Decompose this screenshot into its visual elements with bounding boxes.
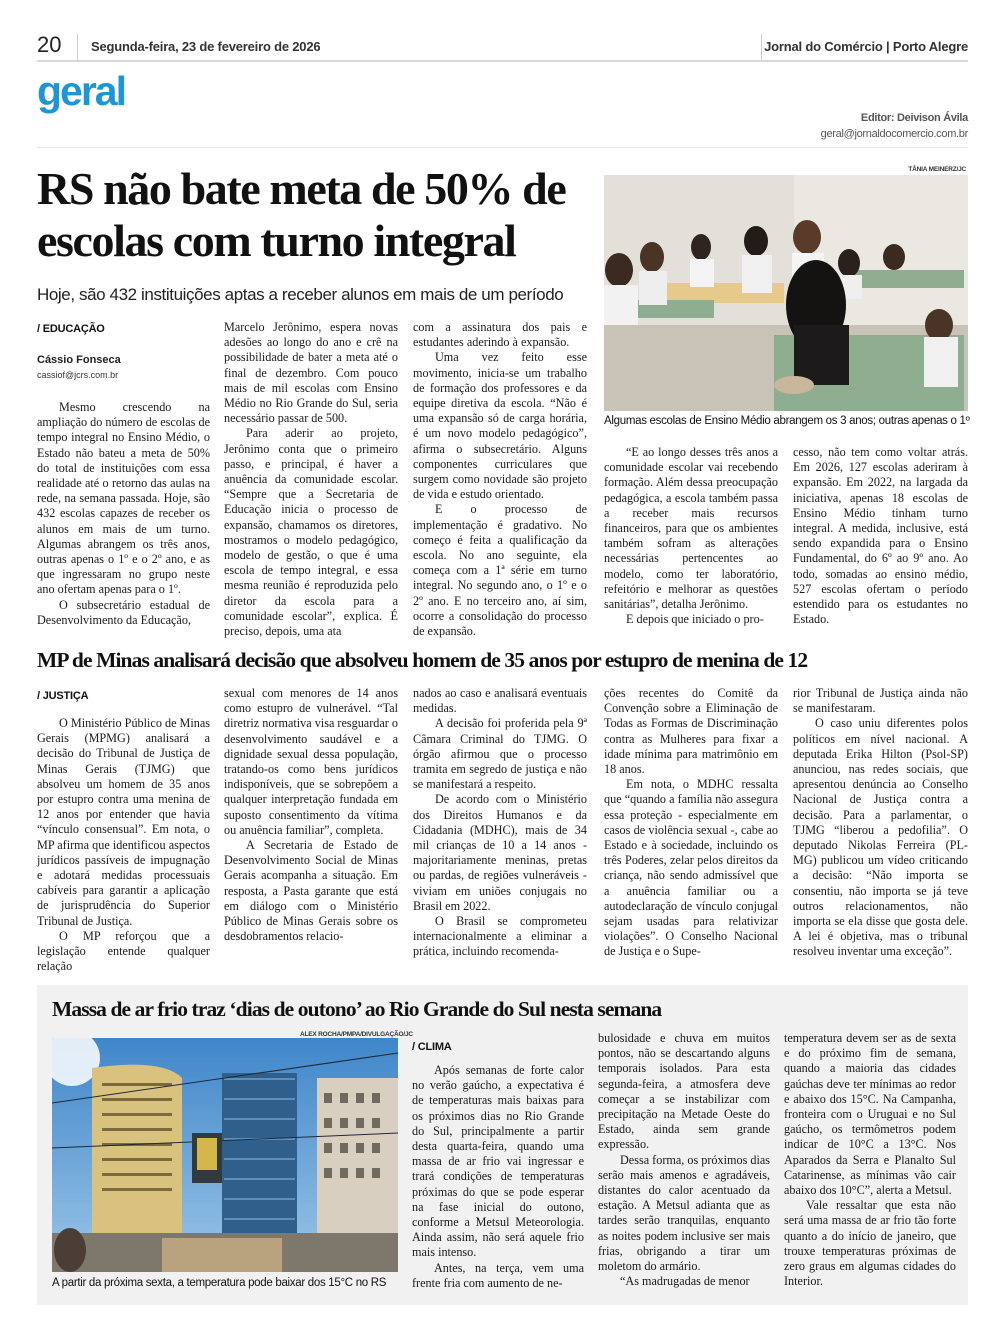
paragraph: Mesmo crescendo na ampliação do número de escolas de tempo integral no Ensino Médio, o Estado não bateu a meta de 50% do total de instituições com essa realidade até o retorno das aulas na rede, na semana passada. Hoje, são 432 escolas capazes de receber os alunos em mais de um turno. Algumas abrangem os três anos, outras apenas o 1º e o 2º ano, e as que ingressaram no grupo neste ano ofertam apenas para o 1º. [37, 400, 210, 597]
edition-date: Segunda-feira, 23 de fevereiro de 2026 [91, 39, 321, 54]
article-column [412, 1063, 584, 1291]
divider [761, 34, 762, 60]
article-column [604, 445, 778, 627]
page-number: 20 [37, 32, 62, 57]
paragraph: O caso uniu diferentes polos políticos em nível nacional. A deputada Erika Hilton (Psol-SP) anunciou, nas redes sociais, que apresentou denúncia ao Conselho Nacional de Justiça contra a decisão. Para a parlamentar, o TJMG “liberou a pedofilia”. O deputado Nikolas Ferreira (PL-MG) publicou um vídeo criticando a decisão: “Não importa se consentiu, não importa se já teve outros relacionamentos, não importa se ela disse que gosta dele. A lei é objetiva, mas o tribunal resolveu inventar uma exceção”. [793, 716, 968, 959]
paragraph: A decisão foi proferida pela 9ª Câmara Criminal do TJMG. O órgão afirmou que o processo tramita em segredo de justiça e não se manifestará a respeito. [413, 716, 587, 792]
article-headline: RS não bate meta de 50% de escolas com turno integral [37, 163, 566, 266]
article-column [37, 716, 210, 974]
article-column [784, 1031, 956, 1289]
article-column [793, 686, 968, 960]
paragraph: cesso, não tem como voltar atrás. Em 2026, 127 escolas aderiram à expansão. Em 2022, na largada da iniciativa, apenas 18 escolas de Ensino Médio tinham turno integral. A medida, inclusive, está sendo expandida para o Ensino Fundamental, do 6º ao 9º ano. Ao todo, somadas ao ensino médio, 527 escolas ofertam o período estendido para os estudantes no Estado. [793, 445, 968, 627]
article-headline: MP de Minas analisará decisão que absolveu homem de 35 anos por estupro de menina de 12 [37, 648, 808, 672]
paragraph: O subsecretário estadual de Desenvolvimento da Educação, [37, 597, 210, 627]
article-headline: Massa de ar frio traz ‘dias de outono’ ao Rio Grande do Sul nesta semana [52, 997, 662, 1021]
paragraph: Marcelo Jerônimo, espera novas adesões ao longo do ano e crê na possibilidade de bater a meta até o final de dezembro. Com pouco mais de mil escolas com Ensino Médio no Rio Grande do Sul, seria necessário passar de 500. [224, 320, 398, 426]
paragraph: ções recentes do Comitê da Convenção sobre a Eliminação de Todas as Formas de Discriminação contra as Mulheres para fixar a idade mínima para matrimônio em 18 anos. [604, 686, 778, 777]
paragraph: nados ao caso e analisará eventuais medidas. [413, 686, 587, 716]
article-column [598, 1031, 770, 1289]
article-column [413, 320, 587, 639]
paragraph: Uma vez feito esse movimento, inicia-se um trabalho de formação dos professores e da equipe diretiva da escola. “Não é uma expansão só de carga horária, é um novo modelo pedagógico”, afirma o subsecretário. Alguns componentes curriculares que surgem como novidade são projeto de vida e estudo orientado. [413, 350, 587, 502]
paragraph: E o processo de implementação é gradativo. No começo é feita a qualificação da escola. No ano seguinte, ela começa com a 1ª série em turno integral. No segundo ano, o 1º e o 2º ano. E no terceiro ano, aí sim, ocorre a consolidação do processo de expansão. [413, 502, 587, 639]
paragraph: Para aderir ao projeto, Jerônimo conta que o primeiro passo, e principal, é haver a anuência da comunidade escolar. “Sempre que a Secretaria de Educação inicia o processo de expansão, chamamos os diretores, mostramos o modelo pedagógico, modelo de gestão, o que é uma escola de tempo integral, e essa mesma reunião é reproduzida pelo diretor da escola para a comunidade escolar”, explica. É preciso, depois, uma ata [224, 426, 398, 639]
article-column [604, 686, 778, 960]
publication-name: Jornal do Comércio | Porto Alegre [764, 39, 968, 54]
paragraph: E depois que iniciado o pro- [626, 612, 764, 627]
paragraph: com a assinatura dos pais e estudantes aderindo à expansão. [413, 320, 587, 350]
paragraph: sexual com menores de 14 anos como estupro de vulnerável. “Tal diretriz normativa visa resguardar o desenvolvimento saudável e a dignidade sexual dessa população, tratando-os como bens jurídicos indisponíveis, que se sobrepõem a qualquer interpretação fundada em suposto consentimento da vítima ou anuência familiar”, completa. [224, 686, 398, 837]
classroom-photo [604, 175, 968, 411]
city-buildings-illustration [52, 1038, 398, 1272]
article-column [413, 686, 587, 960]
divider [37, 147, 968, 148]
page-header [37, 30, 968, 62]
article-column [37, 400, 210, 628]
paragraph: Em nota, o MDHC ressalta que “quando a família não assegura essa proteção - especialmente em casos de violência sexual -, cabe ao Estado e à sociedade, incluindo os três Poderes, zelar pelos direitos da criança, não sendo admissível que a anuência familiar ou a autodeclaração de vínculo conjugal sejam usadas para relativizar violações”. O Conselho Nacional de Justiça e o Supe- [604, 777, 778, 959]
paragraph: Dessa forma, os próximos dias serão mais amenos e agradáveis, distantes do calor acentuado da estação. A Metsul adianta que as tardes serão tranquilas, enquanto as noites podem inclusive ser mais frias, obrigando a tirar um moletom do armário. [598, 1152, 770, 1274]
article-column [224, 686, 398, 944]
article-column [793, 445, 968, 627]
city-buildings-photo [52, 1038, 398, 1272]
paragraph: De acordo com o Ministério dos Direitos Humanos e da Cidadania (MDHC), mais de 34 mil crianças de 10 a 14 anos - majoritariamente meninas, pretas ou pardas, de regiões vulneráveis - viviam em uniões conjugais no Brasil em 2022. [413, 792, 587, 913]
article-tag: / JUSTIÇA [37, 690, 89, 702]
article-column [224, 320, 398, 639]
paragraph: O Ministério Público de Minas Gerais (MPMG) analisará a decisão do Tribunal de Justiça de Minas Gerais (TJMG) que absolveu um homem de 35 anos por estupro contra uma menina de 12 anos por entender que havia “vínculo consensual”. Em nota, o MP afirma que identificou aspectos jurídicos passíveis de impugnação e adotará medidas processuais cabíveis para garantir a aplicação de jurisprudência do Superior Tribunal de Justiça. [37, 716, 210, 928]
paragraph: A Secretaria de Estado de Desenvolvimento Social de Minas Gerais acompanha a situação. Em resposta, a Pasta garante que está em diálogo com o Ministério Público de Minas Gerais sobre os desdobramentos relacio- [224, 838, 398, 944]
paragraph: Após semanas de forte calor no verão gaúcho, a expectativa é de temperaturas mais baixas para os próximos dias no Rio Grande do Sul, principalmente a partir desta quarta-feira, quando uma massa de ar frio vai ingressar e trará condições de temperaturas próximas do que se pode esperar na fase inicial do outono, conforme a Metsul Meteorologia. Ainda assim, não será aquele frio mais intenso. [412, 1063, 584, 1260]
author-email: cassiof@jcrs.com.br [37, 370, 119, 380]
divider [77, 34, 78, 60]
paragraph: “E ao longo desses três anos a comunidade escolar vai recebendo formação. Além dessa preocupação pedagógica, a escola também passa a receber mais recursos financeiros, para que os ambientes também sofram as alterações necessárias pertencentes ao modelo, como ter laboratório, refeitório e melhorar as questões sanitárias”, detalha Jerônimo. [604, 445, 778, 612]
photo-credit: ALEX ROCHA/PMPA/DIVULGAÇÃO/JC [300, 1031, 413, 1038]
section-editor-block [821, 110, 968, 142]
editor-email: geral@jornaldocomercio.com.br [820, 128, 968, 140]
photo-caption: A partir da próxima sexta, a temperatura pode baixar dos 15°C no RS [52, 1277, 387, 1289]
photo-credit: TÂNIA MEINERZ/JC [908, 166, 966, 173]
article-subheadline: Hoje, são 432 instituições aptas a receber alunos em mais de um período [37, 285, 564, 304]
author-name: Cássio Fonseca [37, 354, 121, 366]
classroom-photo-illustration [604, 175, 968, 411]
paragraph: Antes, na terça, vem uma frente fria com aumento de ne- [412, 1260, 584, 1290]
photo-caption: Algumas escolas de Ensino Médio abrangem os 3 anos; outras apenas o 1º [604, 415, 970, 427]
paragraph: rior Tribunal de Justiça ainda não se manifestaram. [793, 686, 968, 716]
article-tag: / EDUCAÇÃO [37, 323, 105, 335]
article-tag: / CLIMA [412, 1041, 452, 1053]
paragraph: temperatura devem ser as de sexta e do próximo fim de semana, quando a maioria das cidades gaúchas deve ter mínimas ao redor e abaixo dos 15°C. Na Campanha, fronteira com o Uruguai e no Sul gaúcho, os termômetros podem indicar de 10°C a 13°C. Nos Aparados da Serra e Planalto Sul Catarinense, as mínimas vão cair abaixo dos 10°C”, alerta a Metsul. [784, 1031, 956, 1198]
paragraph: bulosidade e chuva em muitos pontos, não se descartando alguns temporais isolados. Para esta segunda-feira, a atmosfera deve começar a se instabilizar com precipitação na Metade Oeste do Estado, ainda sem grande expressão. [598, 1031, 770, 1152]
paragraph: O Brasil se comprometeu internacionalmente a eliminar a prática, incluindo recomenda- [413, 914, 587, 959]
paragraph: O MP reforçou que a legislação entende qualquer relação [37, 928, 210, 974]
editor-name: Editor: Deivison Ávila [860, 112, 968, 124]
section-title: geral [37, 68, 125, 114]
paragraph: “As madrugadas de menor [620, 1274, 750, 1289]
paragraph: Vale ressaltar que esta não será uma massa de ar frio tão forte quanto a do início de janeiro, que trouxe temperaturas próximas de zero graus em algumas cidades do Interior. [784, 1198, 956, 1289]
